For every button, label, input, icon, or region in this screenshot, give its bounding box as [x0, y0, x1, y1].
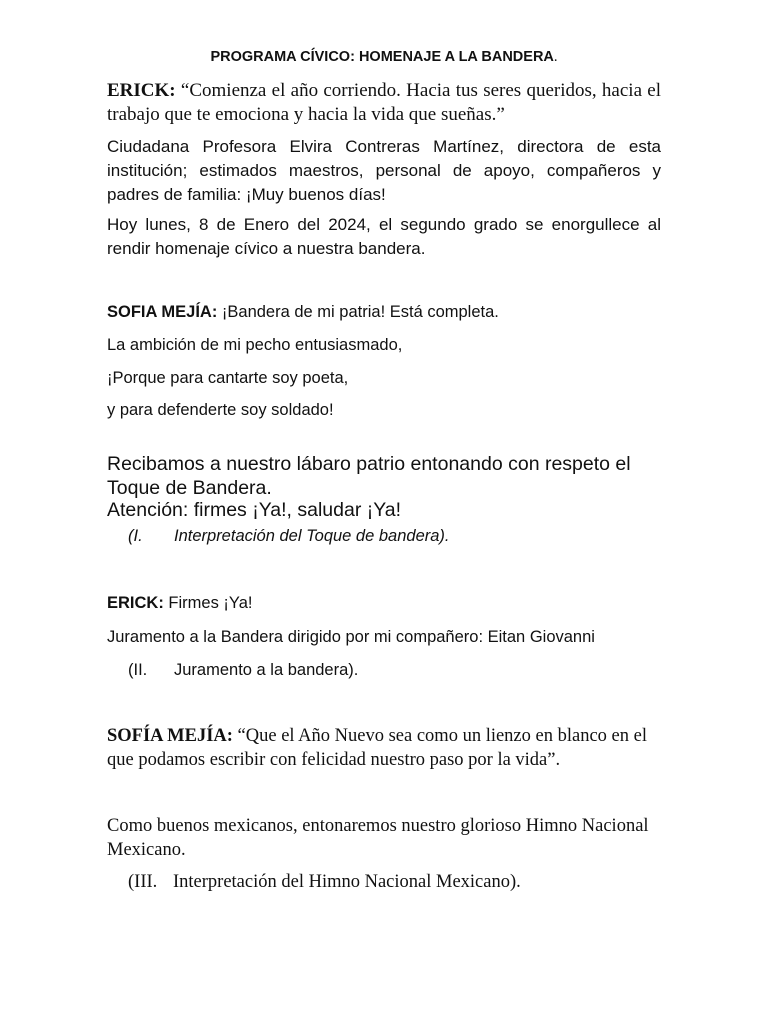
agenda-number: (II.	[128, 661, 148, 679]
toque-intro-line-1: Recibamos a nuestro lábaro patrio entonando con respeto el	[107, 453, 631, 475]
speaker-label: SOFIA MEJÍA:	[107, 303, 218, 321]
poem-line-2: La ambición de mi pecho entusiasmado,	[107, 336, 403, 354]
paragraph-erick-firmes	[107, 593, 661, 613]
agenda-label: Interpretación del Toque de bandera).	[174, 527, 450, 545]
command-text: Firmes ¡Ya!	[163, 594, 253, 612]
toque-command: Atención: firmes ¡Ya!, saludar ¡Ya!	[107, 499, 402, 521]
paragraph-juramento-intro: Juramento a la Bandera dirigido por mi compañero: Eitan Giovanni	[107, 628, 595, 646]
speaker-label: ERICK:	[107, 80, 176, 101]
page-title	[0, 47, 768, 67]
quote-text: “Que el Año Nuevo sea como un lienzo en blanco en el que podamos escribir con felicidad nuestro paso por la vida”.	[107, 726, 647, 770]
paragraph-sofia-quote	[107, 724, 661, 772]
agenda-label: Interpretación del Himno Nacional Mexicano).	[173, 872, 521, 892]
agenda-item-himno	[128, 871, 668, 893]
paragraph-date: Hoy lunes, 8 de Enero del 2024, el segundo grado se enorgullece al rendir homenaje cívico a nuestra bandera.	[107, 215, 661, 258]
agenda-label: Juramento a la bandera).	[174, 661, 359, 679]
poem-line-3: ¡Porque para cantarte soy poeta,	[107, 369, 349, 387]
paragraph-erick-quote	[107, 79, 661, 127]
paragraph-himno-intro: Como buenos mexicanos, entonaremos nuestro glorioso Himno Nacional Mexicano.	[107, 816, 649, 860]
quote-text: “Comienza el año corriendo. Hacia tus seres queridos, hacia el trabajo que te emociona y hacia la vida que sueñas.”	[107, 80, 661, 125]
agenda-item-juramento	[128, 660, 668, 680]
title-period: .	[553, 49, 558, 65]
title-text: PROGRAMA CÍVICO: HOMENAJE A LA BANDERA	[210, 49, 554, 65]
agenda-number: (III.	[128, 872, 158, 892]
poem-line-4: y para defenderte soy soldado!	[107, 401, 334, 419]
toque-intro-line-2: Toque de Bandera.	[107, 477, 272, 499]
paragraph-greeting: Ciudadana Profesora Elvira Contreras Martínez, directora de esta institución; estimados maestros, personal de apoyo, compañeros y padres de familia: ¡Muy buenos días!	[107, 137, 661, 204]
agenda-number: (I.	[128, 527, 143, 545]
speaker-label: ERICK:	[107, 594, 164, 612]
poem-line-1	[107, 302, 661, 322]
agenda-item-toque	[128, 525, 668, 547]
speaker-label: SOFÍA MEJÍA:	[107, 726, 233, 746]
poem-line-text: ¡Bandera de mi patria! Está completa.	[217, 303, 499, 321]
